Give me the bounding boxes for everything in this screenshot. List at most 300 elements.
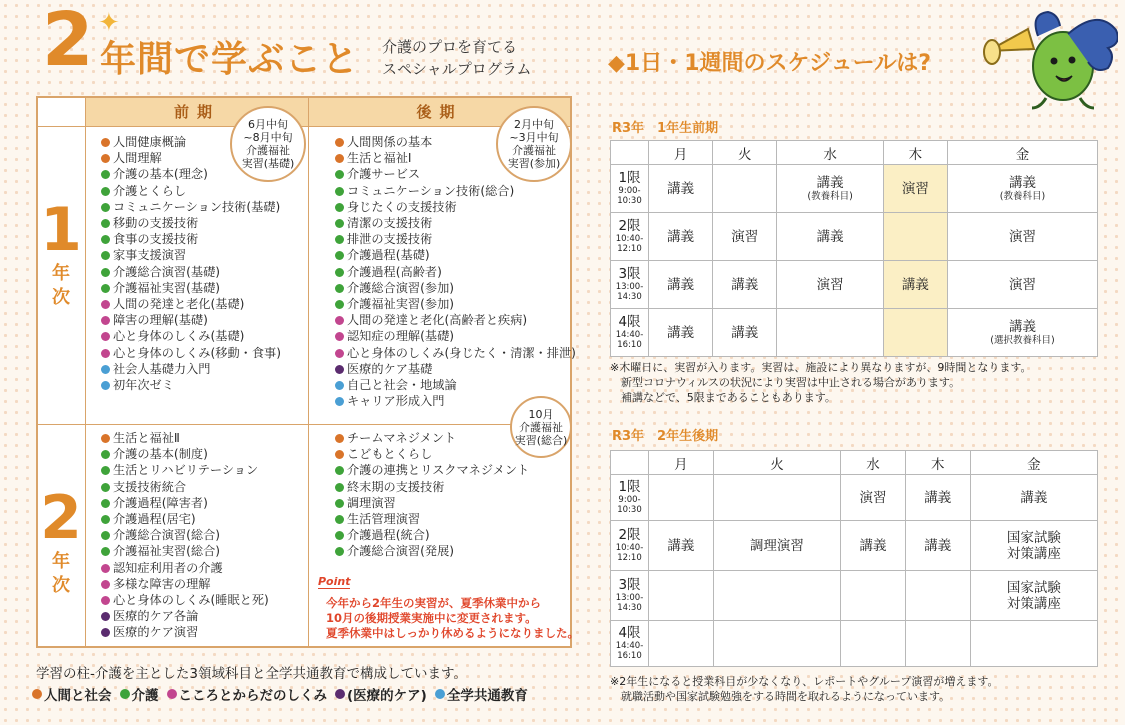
subject-item [100,527,269,543]
schedule-cell [713,165,777,213]
period-cell [611,261,649,309]
subject-label: 介護福祉実習(参加) [347,297,455,312]
schedule-row [611,475,1098,521]
category-dot-icon [101,580,110,589]
schedule-cell [841,521,906,571]
practicum-bubble-y1-first [230,106,306,182]
subject-label: 身じたくの支援技術 [347,199,457,214]
year-label-1 [38,195,84,310]
category-dot-icon [335,235,344,244]
point-line: 10月の後期授業実施中に変更されます。 [326,611,537,625]
subject-item [100,296,281,312]
category-dot-icon [101,332,110,341]
schedule-header-row [611,451,1098,475]
mascot-illustration [968,6,1118,116]
subject-label: 生活と福祉Ⅰ [347,151,412,166]
subject-item [334,511,529,527]
subject-label: 介護の連携とリスクマネジメント [347,463,530,478]
subject-label: 介護の基本(制度) [113,447,208,462]
class-note: (選択教養科目) [990,335,1055,346]
schedule-cell [777,261,883,309]
subject-item [334,215,576,231]
subject-label: 介護過程(居宅) [113,512,196,527]
category-dot-icon [335,138,344,147]
subject-item [334,543,529,559]
category-dot-icon [101,612,110,621]
schedule-cell [713,213,777,261]
period-cell [611,571,649,621]
class-type-label: 講義 [816,175,844,191]
category-dot-icon [101,499,110,508]
bubble-line: 介護福祉 [246,144,290,157]
legend-item [335,684,427,704]
schedule-heading: ◆1日・1週間のスケジュールは? [608,51,931,76]
category-dot-icon [335,154,344,163]
category-dot-icon [335,450,344,459]
legend-dot-icon [167,689,177,699]
subject-item [100,231,281,247]
footnote-line: ※2年生になると授業科目が少なくなり、レポートやグループ演習が増えます。 [610,675,999,688]
legend-dot-icon [435,689,445,699]
period-label: 4限 [618,625,641,641]
category-dot-icon [335,251,344,260]
schedule-corner [611,451,649,475]
subject-item [100,345,281,361]
class-type-label: 演習 [901,180,929,197]
subject-item [334,377,576,393]
period-time: 10:30 [617,505,642,515]
category-dot-icon [335,300,344,309]
title-number: 2 [42,0,94,83]
category-dot-icon [101,466,110,475]
legend-dot-icon [335,689,345,699]
subject-label: コミュニケーション技術(総合) [347,183,515,198]
footnote-line: 就職活動や国家試験勉強をする時間を取れるようになっています。 [610,690,951,703]
legend-intro: 学習の柱-介護を主とした3領域科目と全学共通教育で構成しています。 [36,666,467,682]
class-type-label: 講義 [667,276,695,293]
schedule-cell [970,571,1097,621]
year-label-2 [38,483,84,598]
subject-label: 介護福祉実習(基礎) [113,280,221,295]
class-type-label: 講義 [667,228,695,245]
category-dot-icon [335,531,344,540]
schedule2-caption: R3年 2年生後期 [612,429,719,444]
class-type-label: 講義 [924,537,952,554]
class-type-label: 講義 [924,489,952,506]
schedule-cell [649,621,714,667]
subject-label: 介護過程(障害者) [113,495,208,510]
category-dot-icon [101,434,110,443]
schedule-cell [713,475,840,521]
year-number: 1 [40,195,82,265]
bubble-line: 10月 [528,407,554,421]
class-type-label: 講義 [816,228,844,245]
schedule-row [611,521,1098,571]
subject-item [334,264,576,280]
subject-item [100,446,269,462]
class-type-label: 国家試験 [1006,529,1061,546]
period-time: 13:00- [615,593,644,603]
subject-label: 介護過程(統合) [347,528,430,543]
class-type-label: 講義 [667,324,695,341]
subject-label: チームマネジメント [347,431,457,445]
subject-label: 介護過程(高齢者) [347,264,442,279]
subject-label: 心と身体のしくみ(基礎) [113,329,245,344]
subject-label: 介護総合演習(総合) [113,528,221,543]
period-cell [611,521,649,571]
subject-label: 排泄の支援技術 [347,232,433,247]
period-label: 1限 [618,170,641,186]
category-dot-icon [101,564,110,573]
page-subtitle [382,36,532,80]
schedule-cell [649,261,713,309]
subject-item [100,328,281,344]
subject-label: 心と身体のしくみ(睡眠と死) [113,593,269,608]
category-dot-icon [101,154,110,163]
page-title: 年間で学ぶこと [100,39,360,80]
category-dot-icon [101,251,110,260]
legend-label: 全学共通教育 [446,688,528,704]
schedule-cell [883,261,947,309]
class-type-label: 国家試験 [1006,579,1061,596]
period-time: 9:00- [618,495,641,505]
class-type-label: 演習 [1008,228,1036,245]
schedule-day-header: 木 [883,141,947,165]
point-line: 今年から2年生の実習が、夏季休業中から [326,596,541,610]
curriculum-table [36,96,576,648]
category-dot-icon [335,349,344,358]
schedule-cell [713,261,777,309]
subject-label: 介護サービス [347,167,421,182]
period-time: 9:00- [618,186,641,196]
period-time: 14:40- [615,641,644,651]
period-label: 3限 [618,266,641,282]
subject-item [100,543,269,559]
category-dot-icon [101,483,110,492]
period-time: 14:30 [617,603,642,613]
schedule-corner [611,141,649,165]
bubble-line: 実習(基礎) [241,157,295,170]
class-type-label: 演習 [1008,276,1036,293]
subject-label: 介護総合演習(参加) [347,280,455,295]
subject-item [100,264,281,280]
subject-item [100,199,281,215]
point-line: 夏季休業中はしっかり休めるようになりました。 [326,626,579,640]
schedule1-footnote [610,360,1031,405]
subject-label: 調理演習 [347,495,396,510]
category-dot-icon [335,203,344,212]
class-type-label: 演習 [816,276,844,293]
subject-item [100,430,269,446]
schedule-cell [883,165,947,213]
schedule-cell [841,621,906,667]
period-cell [611,475,649,521]
category-dot-icon [335,547,344,556]
subject-item [100,462,269,478]
subject-item [100,280,281,296]
schedule-day-header: 木 [905,451,970,475]
subject-label: 心と身体のしくみ(移動・食事) [113,345,281,360]
subject-label: 障害の理解(基礎) [113,313,208,328]
class-type-label: 講義 [1008,319,1036,335]
period-time: 12:10 [617,553,642,563]
category-dot-icon [101,381,110,390]
category-dot-icon [101,203,110,212]
period-cell [611,621,649,667]
class-type-label: 演習 [731,228,759,245]
category-dot-icon [335,284,344,293]
subject-item [100,377,281,393]
period-time: 14:30 [617,292,642,302]
period-label: 4限 [618,314,641,330]
schedule-cell [841,475,906,521]
schedule-day-header: 月 [649,451,714,475]
category-legend [32,684,528,704]
schedule-cell [713,571,840,621]
legend-dot-icon [32,689,42,699]
subject-label: 生活と福祉Ⅱ [113,431,180,445]
category-dot-icon [101,628,110,637]
schedule-cell [970,521,1097,571]
subject-label: 清潔の支援技術 [347,216,433,231]
schedule-cell [947,213,1097,261]
phase-header-second: 後期 [309,98,570,126]
schedule-row [611,261,1098,309]
period-time: 10:30 [617,196,642,206]
bubble-line: 介護福祉 [519,420,563,434]
category-dot-icon [335,170,344,179]
subject-item [100,560,269,576]
schedule-cell [970,621,1097,667]
class-type-label: 対策講座 [1006,595,1061,612]
subject-label: 介護総合演習(発展) [347,544,455,559]
class-type-label: 講義 [667,537,695,554]
period-cell [611,165,649,213]
schedule-cell [649,475,714,521]
bubble-line: 実習(参加) [507,157,561,170]
subject-item [334,231,576,247]
subject-label: 介護総合演習(基礎) [113,264,221,279]
schedule-row [611,621,1098,667]
subject-label: キャリア形成入門 [347,394,445,409]
schedule-header-row [611,141,1098,165]
subject-label: 支援技術統合 [113,479,187,494]
subject-label: 人間の発達と老化(高齢者と疾病) [347,313,528,328]
schedule-cell [649,571,714,621]
schedule-cell [905,621,970,667]
category-dot-icon [335,332,344,341]
period-cell [611,213,649,261]
subject-label: 終末期の支援技術 [347,479,445,494]
bubble-line: ~8月中旬 [243,131,293,144]
subject-item [334,361,576,377]
schedule-cell [713,521,840,571]
subtitle-line: スペシャルプログラム [382,60,532,78]
subject-item [334,446,529,462]
subject-label: 認知症の理解(基礎) [347,329,455,344]
subject-list-y2-first [100,430,269,641]
subject-label: 認知症利用者の介護 [113,560,223,575]
subject-label: 医療的ケア演習 [113,625,199,640]
footnote-line: 新型コロナウィルスの状況により実習は中止される場合があります。 [610,376,961,389]
category-dot-icon [335,365,344,374]
subject-label: 食事の支援技術 [113,232,199,247]
subject-label: 介護福祉実習(総合) [113,544,221,559]
schedule-day-header: 金 [947,141,1097,165]
category-dot-icon [335,499,344,508]
footnote-line: 補講などで、5限まであることもあります。 [610,391,836,404]
schedule-cell [649,309,713,357]
bubble-line: 実習(総合) [514,433,568,447]
subject-item [334,430,529,446]
subject-label: コミュニケーション技術(基礎) [113,199,281,214]
category-dot-icon [335,397,344,406]
subject-item [100,511,269,527]
subject-item [100,215,281,231]
period-time: 14:40- [615,330,644,340]
period-time: 16:10 [617,651,642,661]
subject-label: 心と身体のしくみ(身じたく・清潔・排泄) [347,345,576,360]
schedule-cell [777,309,883,357]
class-note: (教養科目) [807,191,853,202]
period-label: 2限 [618,527,641,543]
period-cell [611,309,649,357]
subject-item [334,247,576,263]
schedule-cell [777,213,883,261]
subject-label: 介護の基本(理念) [113,167,208,182]
schedule1-caption: R3年 1年生前期 [612,121,719,136]
category-dot-icon [335,381,344,390]
subject-item [100,247,281,263]
legend-label: こころとからだのしくみ [178,688,327,704]
subject-item [100,312,281,328]
class-type-label: 講義 [731,324,759,341]
category-dot-icon [101,531,110,540]
category-dot-icon [335,316,344,325]
subject-label: 人間の発達と老化(基礎) [113,297,245,312]
subject-item [334,280,576,296]
schedule-cell [905,475,970,521]
period-label: 2限 [618,218,641,234]
category-dot-icon [101,235,110,244]
year-char: 次 [52,287,70,308]
schedule-cell [905,571,970,621]
category-dot-icon [101,596,110,605]
legend-item [120,684,159,704]
subject-item [100,592,269,608]
schedule-table-year2 [610,450,1098,667]
year-char: 次 [52,575,70,596]
subject-label: 生活管理演習 [347,512,421,527]
subject-label: 人間健康概論 [113,135,187,149]
year-char: 年 [52,551,70,572]
subject-item [100,624,269,640]
schedule-row [611,213,1098,261]
subject-label: 初年次ゼミ [113,378,174,393]
practicum-bubble-y1-second [496,106,572,182]
bubble-line: 6月中旬 [248,118,288,131]
schedule-cell [777,165,883,213]
bubble-line: 2月中旬 [514,118,554,131]
class-note: (教養科目) [999,191,1046,202]
category-dot-icon [101,547,110,556]
schedule-day-header: 水 [777,141,883,165]
subject-label: 移動の支援技術 [113,216,199,231]
subject-label: 人間理解 [113,151,162,166]
category-dot-icon [335,483,344,492]
legend-item [167,684,328,704]
subject-item [334,495,529,511]
category-dot-icon [335,219,344,228]
subject-item [100,576,269,592]
subject-label: こどもとくらし [347,447,433,462]
schedule2-footnote [610,674,998,704]
class-type-label: 対策講座 [1006,545,1061,562]
schedule-day-header: 火 [713,451,840,475]
class-type-label: 講義 [901,276,929,293]
schedule-cell [947,165,1097,213]
class-type-label: 演習 [859,489,887,506]
subject-item [100,608,269,624]
schedule-cell [649,521,714,571]
subject-item [334,527,529,543]
schedule-day-header: 水 [841,451,906,475]
subject-list-y2-second [334,430,529,560]
subject-item [100,479,269,495]
category-dot-icon [335,268,344,277]
subject-item [334,296,576,312]
subject-item [100,495,269,511]
subject-label: 自己と社会・地域論 [347,378,457,393]
period-time: 10:40- [615,543,644,553]
schedule-cell [947,309,1097,357]
legend-dot-icon [120,689,130,699]
schedule-day-header: 月 [649,141,713,165]
category-dot-icon [101,138,110,147]
class-type-label: 講義 [731,276,759,293]
legend-item [32,684,112,704]
subject-label: 介護とくらし [113,183,187,198]
schedule-day-header: 火 [713,141,777,165]
class-type-label: 調理演習 [749,537,804,554]
schedule-row [611,165,1098,213]
category-dot-icon [101,219,110,228]
category-dot-icon [335,187,344,196]
class-type-label: 講義 [667,180,695,197]
category-dot-icon [101,284,110,293]
schedule-cell [841,571,906,621]
subtitle-line: 介護のプロを育てる [382,38,518,56]
class-type-label: 講義 [859,537,887,554]
subject-item [334,199,576,215]
category-dot-icon [101,349,110,358]
schedule-cell [713,309,777,357]
subject-label: 医療的ケア基礎 [347,361,433,376]
legend-label: (医療的ケア) [347,688,427,704]
point-label: Point [318,575,351,588]
subject-item [334,312,576,328]
bubble-line: ~3月中旬 [509,131,559,144]
schedule-row [611,571,1098,621]
schedule-day-header: 金 [970,451,1097,475]
point-note [326,596,579,641]
period-time: 13:00- [615,282,644,292]
schedule-cell [883,309,947,357]
period-time: 12:10 [617,244,642,254]
legend-item [435,684,528,704]
phase-header-first: 前期 [86,98,308,126]
bubble-line: 介護福祉 [512,144,556,157]
